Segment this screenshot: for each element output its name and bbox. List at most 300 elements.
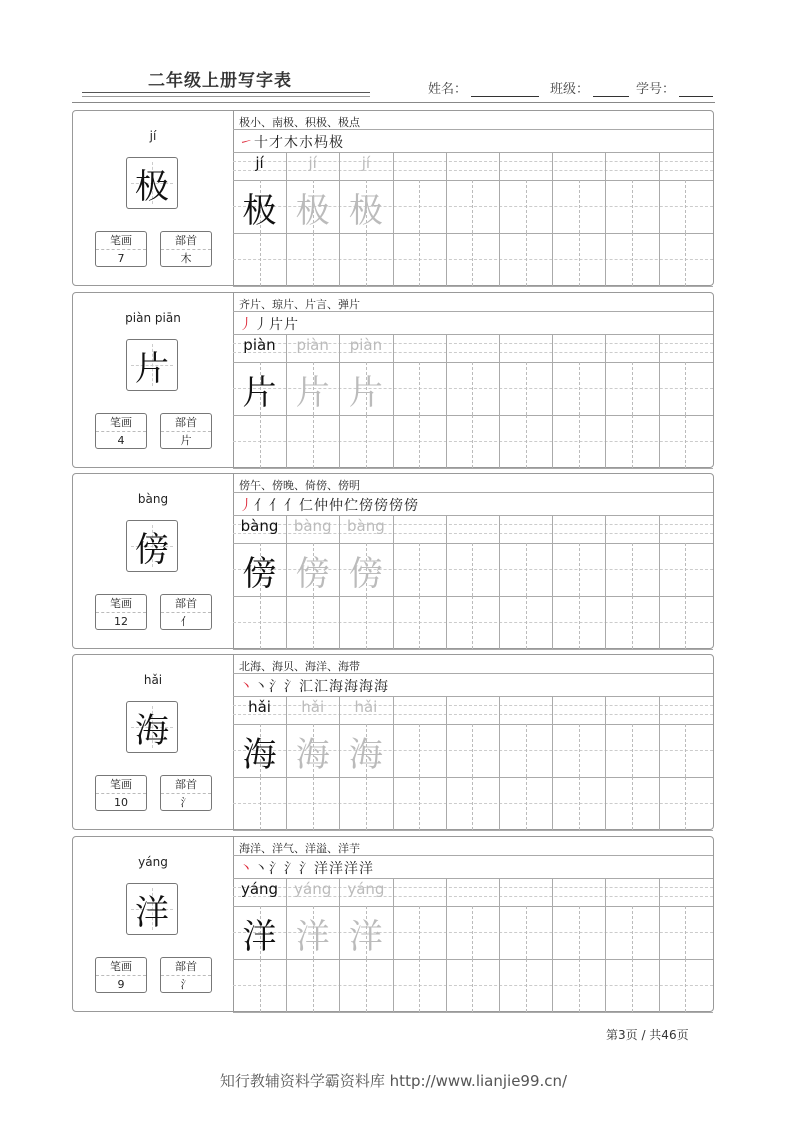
cell-divider bbox=[659, 878, 660, 906]
cell-guide bbox=[685, 777, 686, 830]
radical-box bbox=[160, 775, 212, 811]
stroke-count-value: 4 bbox=[117, 434, 125, 447]
cell-guide bbox=[419, 362, 420, 415]
radical-box bbox=[160, 957, 212, 993]
stroke-step: 洋 bbox=[329, 861, 344, 877]
cell-divider bbox=[499, 233, 500, 286]
character-trace: 极 bbox=[295, 191, 330, 231]
cell-divider bbox=[393, 152, 394, 180]
row-divider bbox=[233, 286, 713, 287]
cell-divider bbox=[659, 724, 660, 777]
cell-guide bbox=[632, 362, 633, 415]
cell-guide bbox=[685, 959, 686, 1012]
character-trace: 傍 bbox=[295, 554, 330, 594]
name-blank[interactable] bbox=[471, 82, 539, 97]
character-pinyin: jí bbox=[149, 129, 157, 143]
cell-guide bbox=[526, 415, 527, 468]
pinyin-trace: jí bbox=[308, 154, 317, 172]
cell-guide bbox=[685, 233, 686, 286]
cell-guide bbox=[526, 180, 527, 233]
cell-guide bbox=[313, 233, 314, 286]
cell-guide bbox=[419, 180, 420, 233]
id-label: 学号： bbox=[636, 82, 676, 97]
cell-divider bbox=[446, 596, 447, 649]
character-trace: 极 bbox=[242, 191, 277, 231]
practice-panel bbox=[233, 293, 713, 467]
character-practice-row[interactable] bbox=[233, 543, 713, 596]
stroke-step: 汇 bbox=[299, 679, 314, 695]
cell-divider bbox=[446, 334, 447, 362]
stroke-step: 片 bbox=[269, 317, 284, 333]
row-divider bbox=[233, 830, 713, 831]
character-trace: 海 bbox=[242, 735, 277, 775]
character-info-panel bbox=[73, 474, 234, 648]
cell-divider bbox=[605, 878, 606, 906]
cell-divider bbox=[552, 515, 553, 543]
example-words: 北海、海贝、海洋、海带 bbox=[239, 660, 360, 673]
stroke-order bbox=[239, 132, 344, 152]
cell-divider bbox=[393, 906, 394, 959]
pinyin-trace: yáng bbox=[240, 880, 279, 898]
cell-guide bbox=[526, 959, 527, 1012]
row-divider bbox=[233, 492, 713, 493]
stroke-count-box bbox=[95, 957, 147, 993]
character-trace: 极 bbox=[348, 191, 383, 231]
radical-label: 部首 bbox=[161, 776, 211, 794]
character-practice-row[interactable] bbox=[233, 906, 713, 959]
radical-value: 氵 bbox=[180, 978, 192, 991]
cell-divider bbox=[446, 696, 447, 724]
radical-value: 亻 bbox=[180, 615, 192, 628]
character-card bbox=[72, 110, 714, 286]
cell-divider bbox=[605, 334, 606, 362]
cell-guide bbox=[685, 906, 686, 959]
cell-guide bbox=[579, 543, 580, 596]
cell-guide bbox=[632, 906, 633, 959]
class-label: 班级： bbox=[550, 82, 590, 97]
stroke-order bbox=[239, 858, 374, 878]
stroke-step: 氵 bbox=[269, 861, 284, 877]
cell-divider bbox=[446, 233, 447, 286]
cell-guide bbox=[260, 415, 261, 468]
cell-guide bbox=[632, 959, 633, 1012]
cell-divider bbox=[605, 515, 606, 543]
stroke-count-label: 笔画 bbox=[96, 414, 146, 432]
cell-divider bbox=[393, 180, 394, 233]
character: 洋 bbox=[135, 892, 169, 933]
radical-label: 部首 bbox=[161, 958, 211, 976]
cell-divider bbox=[393, 777, 394, 830]
cell-divider bbox=[552, 233, 553, 286]
stroke-step: 氵 bbox=[269, 679, 284, 695]
stroke-step: 洋 bbox=[314, 861, 329, 877]
cell-guide bbox=[260, 959, 261, 1012]
character-trace: 傍 bbox=[242, 554, 277, 594]
blank-practice-row[interactable] bbox=[233, 777, 713, 830]
cell-divider bbox=[446, 180, 447, 233]
character-card bbox=[72, 654, 714, 830]
cell-divider bbox=[499, 777, 500, 830]
cell-divider bbox=[446, 959, 447, 1012]
stroke-step: 亻 bbox=[269, 498, 284, 514]
stroke-count-label: 笔画 bbox=[96, 776, 146, 794]
row-divider bbox=[233, 855, 713, 856]
cell-divider bbox=[499, 959, 500, 1012]
cell-divider bbox=[605, 596, 606, 649]
stroke-step: 海 bbox=[374, 679, 389, 695]
character-box bbox=[126, 339, 178, 391]
cell-divider bbox=[605, 724, 606, 777]
cell-divider bbox=[393, 959, 394, 1012]
cell-divider bbox=[499, 878, 500, 906]
cell-divider bbox=[393, 596, 394, 649]
cell-divider bbox=[552, 362, 553, 415]
stroke-step: 伫 bbox=[344, 498, 359, 514]
cell-guide bbox=[632, 543, 633, 596]
cell-divider bbox=[605, 415, 606, 468]
name-field[interactable] bbox=[428, 78, 539, 97]
cell-divider bbox=[286, 959, 287, 1012]
cell-divider bbox=[446, 878, 447, 906]
cell-divider bbox=[339, 233, 340, 286]
pinyin-trace: bàng bbox=[240, 517, 279, 535]
cell-divider bbox=[605, 233, 606, 286]
pinyin-trace: hǎi bbox=[354, 698, 378, 716]
cell-guide bbox=[579, 959, 580, 1012]
cell-divider bbox=[286, 233, 287, 286]
cell-guide bbox=[419, 233, 420, 286]
stroke-count-box bbox=[95, 231, 147, 267]
class-field[interactable] bbox=[550, 78, 629, 97]
cell-divider bbox=[499, 180, 500, 233]
cell-divider bbox=[659, 906, 660, 959]
character-card bbox=[72, 292, 714, 468]
cell-guide bbox=[685, 180, 686, 233]
cell-guide bbox=[472, 596, 473, 649]
cell-guide bbox=[313, 415, 314, 468]
cell-divider bbox=[605, 906, 606, 959]
cell-divider bbox=[552, 596, 553, 649]
cell-divider bbox=[339, 959, 340, 1012]
character-info-panel bbox=[73, 837, 234, 1011]
stroke-step: 氵 bbox=[284, 861, 299, 877]
example-words: 齐片、琼片、片言、弹片 bbox=[239, 298, 360, 311]
cell-divider bbox=[499, 696, 500, 724]
cell-guide bbox=[632, 180, 633, 233]
cell-divider bbox=[339, 596, 340, 649]
cell-divider bbox=[393, 696, 394, 724]
cell-divider bbox=[499, 724, 500, 777]
cell-divider bbox=[499, 334, 500, 362]
radical-label: 部首 bbox=[161, 595, 211, 613]
cell-guide bbox=[419, 777, 420, 830]
stroke-count-label: 笔画 bbox=[96, 958, 146, 976]
radical-box bbox=[160, 413, 212, 449]
cell-guide bbox=[526, 362, 527, 415]
pinyin-trace: jí bbox=[361, 154, 371, 172]
radical-label: 部首 bbox=[161, 232, 211, 250]
cell-guide bbox=[472, 543, 473, 596]
example-words: 海洋、洋气、洋溢、洋芋 bbox=[239, 842, 360, 855]
stroke-step: 片 bbox=[284, 317, 299, 333]
cell-divider bbox=[659, 543, 660, 596]
cell-divider bbox=[605, 362, 606, 415]
character-trace: 片 bbox=[242, 373, 277, 413]
cell-guide bbox=[526, 596, 527, 649]
character: 海 bbox=[135, 710, 169, 751]
pinyin-trace: hǎi bbox=[248, 698, 271, 716]
stroke-count-box bbox=[95, 594, 147, 630]
stroke-step: 亻 bbox=[254, 498, 269, 514]
id-blank[interactable] bbox=[679, 82, 713, 97]
stroke-step: 丿 bbox=[254, 317, 269, 333]
cell-guide bbox=[579, 777, 580, 830]
blank-practice-row[interactable] bbox=[233, 596, 713, 649]
cell-guide bbox=[579, 724, 580, 777]
cell-divider bbox=[499, 362, 500, 415]
cell-divider bbox=[339, 415, 340, 468]
cell-divider bbox=[659, 233, 660, 286]
cell-guide bbox=[472, 959, 473, 1012]
cell-divider bbox=[446, 362, 447, 415]
stroke-step: 海 bbox=[329, 679, 344, 695]
class-blank[interactable] bbox=[593, 82, 629, 97]
stroke-step: 丶 bbox=[239, 679, 254, 695]
radical-value: 木 bbox=[180, 252, 192, 265]
stroke-step: 海 bbox=[344, 679, 359, 695]
cell-guide bbox=[419, 415, 420, 468]
cell-guide bbox=[366, 596, 367, 649]
cell-divider bbox=[286, 596, 287, 649]
cell-divider bbox=[605, 152, 606, 180]
stroke-step: 丶 bbox=[254, 861, 269, 877]
cell-guide bbox=[685, 415, 686, 468]
cell-guide bbox=[632, 724, 633, 777]
cell-divider bbox=[605, 180, 606, 233]
cell-divider bbox=[659, 959, 660, 1012]
character-box bbox=[126, 157, 178, 209]
cell-divider bbox=[393, 515, 394, 543]
character-trace: 海 bbox=[295, 735, 330, 775]
cell-guide bbox=[579, 233, 580, 286]
title-rule bbox=[82, 96, 370, 97]
stroke-step: 丶 bbox=[239, 861, 254, 877]
cell-divider bbox=[605, 959, 606, 1012]
cell-divider bbox=[499, 543, 500, 596]
header-divider bbox=[72, 102, 715, 103]
row-divider bbox=[233, 129, 713, 130]
cell-guide bbox=[366, 415, 367, 468]
example-words: 极小、南极、积极、极点 bbox=[239, 116, 360, 129]
cell-divider bbox=[446, 515, 447, 543]
cell-divider bbox=[659, 696, 660, 724]
cell-guide bbox=[526, 777, 527, 830]
cell-guide bbox=[260, 777, 261, 830]
cell-guide bbox=[579, 596, 580, 649]
pinyin-practice-row bbox=[233, 152, 713, 180]
stroke-count-box bbox=[95, 775, 147, 811]
cell-divider bbox=[659, 362, 660, 415]
character-info-panel bbox=[73, 655, 234, 829]
pinyin-practice-row bbox=[233, 696, 713, 724]
pinyin-trace: piàn bbox=[243, 336, 276, 354]
cell-guide bbox=[472, 362, 473, 415]
cell-divider bbox=[552, 334, 553, 362]
cell-divider bbox=[552, 543, 553, 596]
cell-divider bbox=[552, 959, 553, 1012]
pinyin-practice-row bbox=[233, 515, 713, 543]
cell-guide bbox=[419, 596, 420, 649]
cell-divider bbox=[605, 777, 606, 830]
practice-panel bbox=[233, 474, 713, 648]
page-title: 二年级上册写字表 bbox=[148, 71, 292, 91]
cell-divider bbox=[499, 596, 500, 649]
cell-guide bbox=[472, 777, 473, 830]
cell-divider bbox=[446, 724, 447, 777]
radical-box bbox=[160, 231, 212, 267]
cell-guide bbox=[472, 233, 473, 286]
stroke-count-value: 10 bbox=[114, 796, 128, 809]
pinyin-practice-row bbox=[233, 878, 713, 906]
cell-guide bbox=[632, 415, 633, 468]
cell-guide bbox=[313, 777, 314, 830]
stroke-step: 海 bbox=[359, 679, 374, 695]
stroke-step: 仲 bbox=[329, 498, 344, 514]
cell-divider bbox=[393, 878, 394, 906]
stroke-step: 丿 bbox=[239, 498, 254, 514]
stroke-order bbox=[239, 676, 389, 696]
character-trace: 洋 bbox=[295, 917, 330, 957]
stroke-order bbox=[239, 314, 299, 334]
practice-panel bbox=[233, 655, 713, 829]
blank-practice-row[interactable] bbox=[233, 415, 713, 468]
character-practice-row[interactable] bbox=[233, 362, 713, 415]
character-practice-row[interactable] bbox=[233, 724, 713, 777]
stroke-count-value: 7 bbox=[117, 252, 125, 265]
cell-divider bbox=[552, 415, 553, 468]
stroke-step: 傍 bbox=[359, 498, 374, 514]
cell-guide bbox=[632, 233, 633, 286]
cell-guide bbox=[526, 233, 527, 286]
cell-guide bbox=[685, 596, 686, 649]
stroke-step: 丿 bbox=[239, 317, 254, 333]
character-trace: 洋 bbox=[242, 917, 277, 957]
id-field[interactable] bbox=[636, 78, 713, 97]
blank-practice-row[interactable] bbox=[233, 959, 713, 1012]
cell-guide bbox=[685, 362, 686, 415]
character: 极 bbox=[135, 166, 169, 207]
cell-guide bbox=[526, 906, 527, 959]
stroke-step: 汇 bbox=[314, 679, 329, 695]
cell-guide bbox=[419, 724, 420, 777]
practice-panel bbox=[233, 837, 713, 1011]
pinyin-trace: jí bbox=[255, 154, 264, 172]
character-trace: 海 bbox=[348, 735, 383, 775]
cell-divider bbox=[286, 777, 287, 830]
blank-practice-row[interactable] bbox=[233, 233, 713, 286]
radical-box bbox=[160, 594, 212, 630]
stroke-step: 极 bbox=[329, 135, 344, 151]
character-trace: 洋 bbox=[348, 917, 383, 957]
character-box bbox=[126, 701, 178, 753]
page-number: 第3页 / 共46页 bbox=[606, 1028, 689, 1042]
pinyin-trace: piàn bbox=[296, 336, 329, 354]
character-info-panel bbox=[73, 111, 234, 285]
row-divider bbox=[233, 311, 713, 312]
cell-divider bbox=[552, 152, 553, 180]
stroke-step: 仁 bbox=[299, 498, 314, 514]
cell-guide bbox=[579, 906, 580, 959]
character-trace: 片 bbox=[295, 373, 330, 413]
title-rule bbox=[82, 92, 370, 93]
cell-divider bbox=[659, 777, 660, 830]
row-divider bbox=[233, 468, 713, 469]
stroke-step: 氵 bbox=[299, 861, 314, 877]
stroke-step: 亻 bbox=[284, 498, 299, 514]
stroke-step: 洋 bbox=[344, 861, 359, 877]
character-info-panel bbox=[73, 293, 234, 467]
cell-guide bbox=[579, 362, 580, 415]
cell-divider bbox=[393, 362, 394, 415]
pinyin-trace: yáng bbox=[347, 880, 385, 898]
stroke-step: 傍 bbox=[404, 498, 419, 514]
character-pinyin: hǎi bbox=[143, 673, 163, 687]
cell-divider bbox=[393, 724, 394, 777]
stroke-step: 十 bbox=[254, 135, 269, 151]
cell-guide bbox=[579, 180, 580, 233]
cell-divider bbox=[499, 906, 500, 959]
cell-divider bbox=[659, 152, 660, 180]
footer-text: 知行教辅资料学霸资料库 http://www.lianjie99.cn/ bbox=[219, 1072, 568, 1090]
cell-guide bbox=[526, 724, 527, 777]
character-practice-row[interactable] bbox=[233, 180, 713, 233]
cell-divider bbox=[393, 415, 394, 468]
cell-guide bbox=[419, 959, 420, 1012]
cell-divider bbox=[339, 777, 340, 830]
stroke-step: 氵 bbox=[284, 679, 299, 695]
name-label: 姓名： bbox=[428, 82, 468, 97]
character: 片 bbox=[135, 348, 169, 389]
stroke-step: 丶 bbox=[254, 679, 269, 695]
stroke-count-label: 笔画 bbox=[96, 232, 146, 250]
character-box bbox=[126, 883, 178, 935]
cell-divider bbox=[446, 152, 447, 180]
cell-divider bbox=[286, 415, 287, 468]
character-trace: 片 bbox=[348, 373, 383, 413]
cell-divider bbox=[499, 515, 500, 543]
radical-label: 部首 bbox=[161, 414, 211, 432]
cell-divider bbox=[552, 878, 553, 906]
stroke-step: 才 bbox=[269, 135, 284, 151]
cell-guide bbox=[632, 596, 633, 649]
character-card bbox=[72, 473, 714, 649]
cell-divider bbox=[446, 543, 447, 596]
pinyin-trace: bàng bbox=[293, 517, 332, 535]
cell-guide bbox=[632, 777, 633, 830]
stroke-step: ㇀ bbox=[239, 135, 254, 151]
row-divider bbox=[233, 649, 713, 650]
cell-guide bbox=[260, 596, 261, 649]
cell-divider bbox=[446, 777, 447, 830]
row-divider bbox=[233, 1012, 713, 1013]
cell-guide bbox=[579, 415, 580, 468]
cell-divider bbox=[393, 334, 394, 362]
character-trace: 傍 bbox=[348, 554, 383, 594]
cell-divider bbox=[499, 152, 500, 180]
cell-divider bbox=[659, 515, 660, 543]
cell-guide bbox=[685, 543, 686, 596]
pinyin-practice-row bbox=[233, 334, 713, 362]
